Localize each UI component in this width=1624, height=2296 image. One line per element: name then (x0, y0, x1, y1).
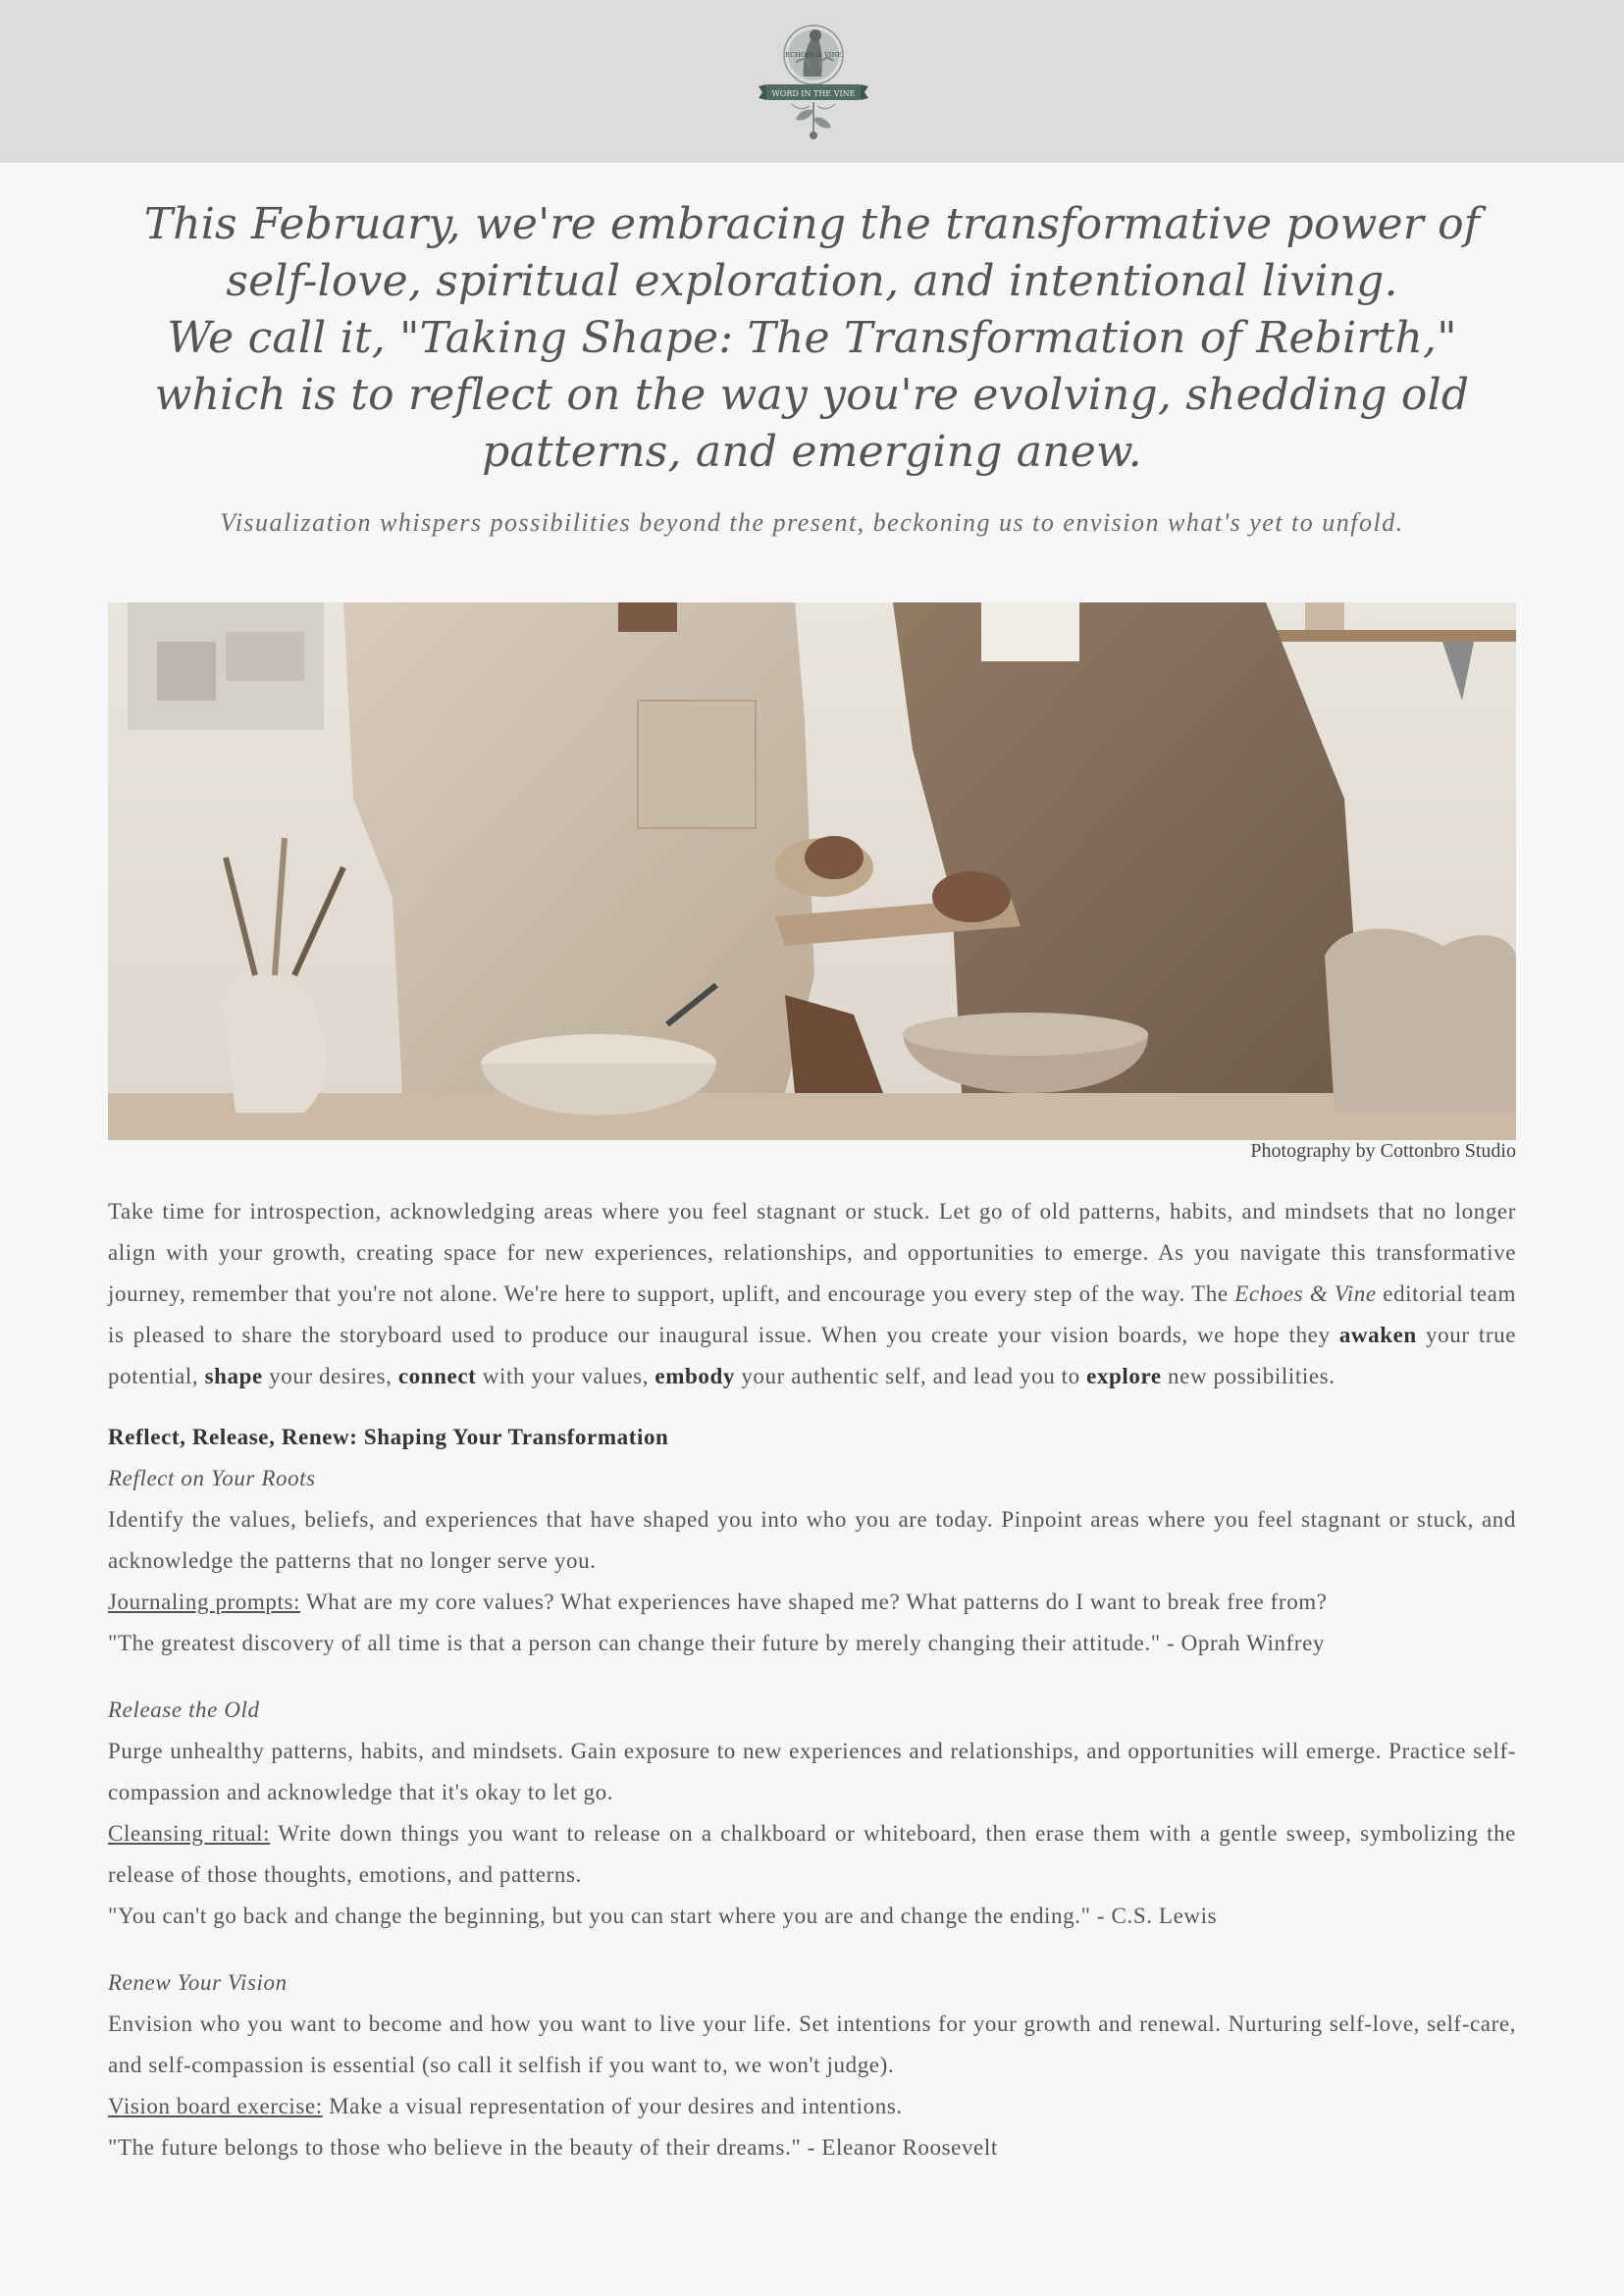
intro-text: Take time for introspection, acknowledging areas where you feel stagnant or stuck. Let go of old patterns, habits, and mindsets that no longer align with your growth, creating space for new experiences, relationships, and opportunities to emerge. As you navigate this transformative journey, remember that you're not alone. We're here to support, uplift, and encourage you every step of the way. The (108, 1199, 1516, 1306)
svg-text:WORD IN THE VINE: WORD IN THE VINE (771, 89, 856, 98)
keyword: embody (655, 1364, 735, 1388)
renew-body: Envision who you want to become and how you want to live your life. Set intentions for your growth and renewal. Nurturing self-love, self-care, and self-compassion is essential (so call it selfish if you want to, we won't judge). (108, 2011, 1516, 2077)
intro-paragraph (108, 1191, 1516, 1397)
intro-text: new possibilities. (1161, 1364, 1336, 1388)
release-quote: "You can't go back and change the beginning, but you can start where you are and change the ending." - C.S. Lewis (108, 1904, 1218, 1928)
intro-text: editorial team is pleased to share the storyboard used to produce our inaugural issue. When you create your vision boards, we hope they (108, 1281, 1516, 1347)
release-ritual (108, 1813, 1516, 1896)
headline-line: We call it, "Taking Shape: The Transformation of Rebirth," (167, 313, 1457, 363)
release-body: Purge unhealthy patterns, habits, and mindsets. Gain exposure to new experiences and relationships, and opportunities will emerge. Practice self-compassion and acknowledge that it's okay to let go. (108, 1739, 1516, 1804)
keyword: explore (1086, 1364, 1162, 1388)
reflect-quote: "The greatest discovery of all time is that a person can change their future by merely changing their attitude." - Oprah Winfrey (108, 1631, 1325, 1655)
intro-text: your authentic self, and lead you to (734, 1364, 1087, 1388)
vine-emblem-icon (753, 16, 874, 145)
reflect-heading: Reflect on Your Roots (108, 1466, 316, 1490)
intro-text: with your values, (476, 1364, 655, 1388)
cleansing-ritual-label: Cleansing ritual: (108, 1821, 271, 1846)
intro-text: your true potential, (108, 1323, 1516, 1388)
journaling-prompts-label: Journaling prompts: (108, 1590, 301, 1614)
article-body (108, 1191, 1516, 2168)
subtitle: Visualization whispers possibilities beyond the present, beckoning us to envision what's yet to unfold. (220, 508, 1404, 537)
intro-text: your desires, (262, 1364, 398, 1388)
section-title: Reflect, Release, Renew: Shaping Your Transformation (108, 1425, 669, 1449)
keyword: connect (397, 1364, 477, 1388)
header-band (0, 0, 1624, 163)
vision-board-label: Vision board exercise: (108, 2094, 323, 2118)
keyword: awaken (1338, 1323, 1417, 1347)
photo-credit: Photography by Cottonbro Studio (1250, 1140, 1516, 1162)
publication-name: Echoes & Vine (1234, 1281, 1377, 1306)
headline-line: self-love, spiritual exploration, and intentional living. (226, 256, 1398, 306)
ritual-text: Write down things you want to release on a chalkboard or whiteboard, then erase them with a gentle sweep, symbolizing the release of those thoughts, emotions, and patterns. (108, 1821, 1516, 1887)
svg-text:ECHOES & VINE: ECHOES & VINE (785, 51, 842, 59)
renew-heading: Renew Your Vision (108, 1970, 288, 1995)
renew-quote: "The future belongs to those who believe in the beauty of their dreams." - Eleanor Roosevelt (108, 2135, 998, 2160)
headline-line: patterns, and emerging anew. (482, 427, 1142, 477)
exercise-text: Make a visual representation of your desires and intentions. (322, 2094, 903, 2118)
reflect-prompt (108, 1582, 1516, 1623)
headline-line: This February, we're embracing the transformative power of (143, 199, 1481, 249)
headline-line: which is to reflect on the way you're evolving, shedding old (154, 370, 1470, 420)
keyword: shape (204, 1364, 263, 1388)
reflect-body: Identify the values, beliefs, and experiences that have shaped you into who you are today. Pinpoint areas where you feel stagnant or stuck, and acknowledge the patterns that no longer serve you. (108, 1507, 1516, 1573)
hero-photo (108, 602, 1516, 1140)
prompt-text: What are my core values? What experiences have shaped me? What patterns do I want to break free from? (300, 1590, 1328, 1614)
renew-exercise (108, 2086, 1516, 2127)
headline (108, 196, 1516, 481)
release-heading: Release the Old (108, 1697, 260, 1722)
